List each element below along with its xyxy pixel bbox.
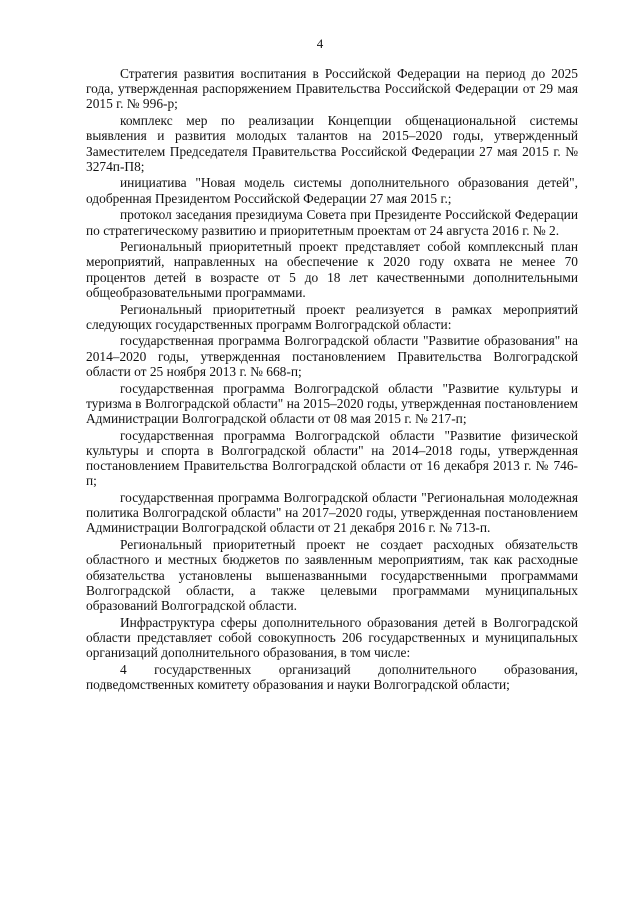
document-body xyxy=(86,66,578,694)
paragraph-project-description: Региональный приоритетный проект представляет собой комплексный план мероприятий, направленных на обеспечение к 2020 году охвата не менее 70 процентов детей в возрасте от 5 до 18 лет качественными дополнительными общеобразовательными программами. xyxy=(86,239,578,300)
paragraph-program-youth: государственная программа Волгоградской области "Региональная молодежная политика Волгоградской области" на 2017–2020 годы, утвержденная постановлением Администрации Волгоградской области от 21 декабря 2016 г. № 713-п. xyxy=(86,489,578,536)
paragraph-programs-intro: Региональный приоритетный проект реализуется в рамках мероприятий следующих государственных программ Волгоградской области: xyxy=(86,301,578,332)
paragraph-program-culture: государственная программа Волгоградской области "Развитие культуры и туризма в Волгоградской области" на 2015–2020 годы, утвержденная постановлением Администрации Волгоградской области от 08 мая 2015 г. № 217-п; xyxy=(86,380,578,426)
paragraph-state-organizations: 4 государственных организаций дополнительного образования, подведомственных комитету образования и науки Волгоградской области; xyxy=(86,661,578,692)
paragraph-program-education: государственная программа Волгоградской области "Развитие образования" на 2014–2020 годы, утвержденная постановлением Правительства Волгоградской области от 25 ноября 2013 г. № 668-п; xyxy=(86,333,578,379)
paragraph-talents-concept: комплекс мер по реализации Концепции общенациональной системы выявления и развития молодых талантов на 2015–2020 годы, утвержденный Заместителем Председателя Правительства Российской Федерации 27 мая 2015 г. № 3274п-П8; xyxy=(86,113,578,174)
paragraph-presidium-protocol: протокол заседания президиума Совета при Президенте Российской Федерации по стратегическому развитию и приоритетным проектам от 24 августа 2016 г. № 2. xyxy=(86,207,578,238)
page-number: 4 xyxy=(316,36,324,51)
paragraph-strategy: Стратегия развития воспитания в Российской Федерации на период до 2025 года, утвержденная распоряжением Правительства Российской Федерации от 29 мая 2015 г. № 996-р; xyxy=(86,66,578,112)
paragraph-new-model-initiative: инициатива "Новая модель системы дополнительного образования детей", одобренная Президентом Российской Федерации 27 мая 2015 г.; xyxy=(86,175,578,206)
paragraph-infrastructure: Инфраструктура сферы дополнительного образования детей в Волгоградской области представляет собой совокупность 206 государственных и муниципальных организаций дополнительного образования, в том числе: xyxy=(86,614,578,661)
paragraph-budget-obligations: Региональный приоритетный проект не создает расходных обязательств областного и местных бюджетов по заявленным мероприятиям, так как расходные обязательства установлены вышеназванными государственными программами Волгоградской области, а также целевыми программами муниципальных образований Волгоградской области. xyxy=(86,537,578,613)
paragraph-program-sport: государственная программа Волгоградской области "Развитие физической культуры и спорта в Волгоградской области" на 2014–2018 годы, утвержденная постановлением Правительства Волгоградской области от 16 декабря 2013 г. № 746-п; xyxy=(86,427,578,489)
